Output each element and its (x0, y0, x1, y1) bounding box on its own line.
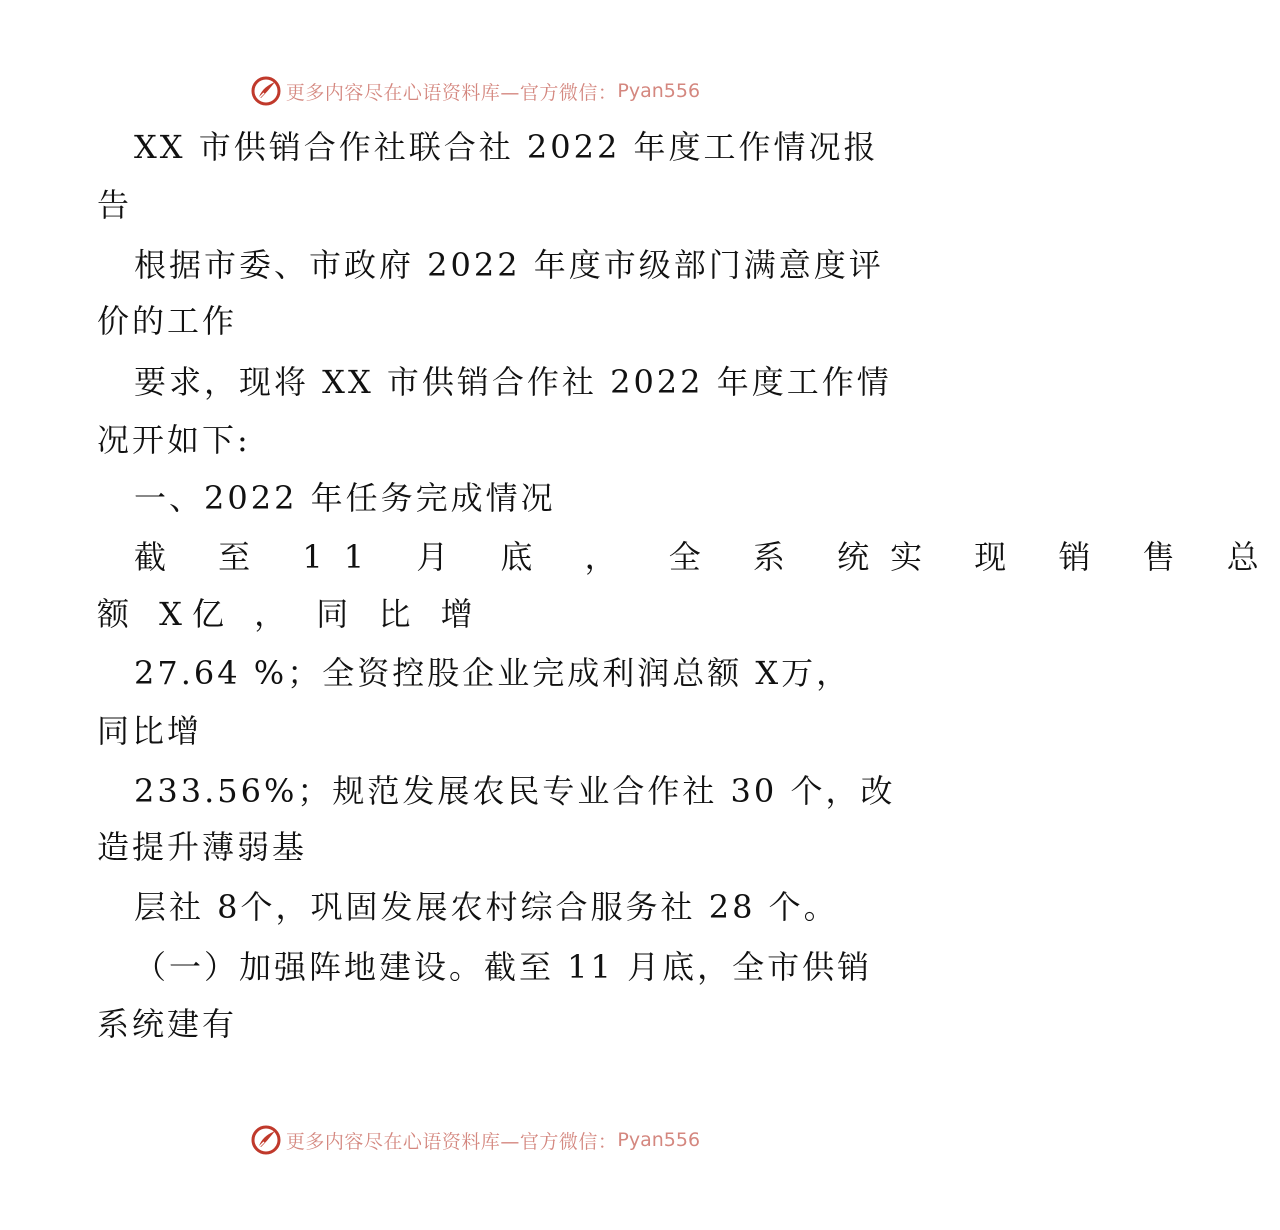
paragraph-line: 同比增 (97, 712, 203, 750)
paragraph-line: （一）加强阵地建设。截至 11 月底，全市供销 (134, 948, 873, 986)
paragraph-line: 层社 8个，巩固发展农村综合服务社 28 个。 (134, 888, 839, 926)
paragraph-line: 27.64 %；全资控股企业完成利润总额 X万， (134, 654, 852, 692)
paragraph-line: 造提升薄弱基 (97, 828, 308, 866)
footer-watermark (0, 1123, 950, 1157)
paragraph-line: 233.56%；规范发展农民专业合作社 30 个，改 (134, 772, 896, 810)
section-heading: 一、2022 年任务完成情况 (134, 479, 556, 517)
paragraph-line: 况开如下: (97, 421, 251, 459)
watermark-contact: Pyan556 (617, 1129, 701, 1151)
watermark-text: 更多内容尽在心语资料库—官方微信： (285, 1130, 618, 1153)
paragraph-line: 价的工作 (97, 302, 238, 340)
paragraph-line: 根据市委、市政府 2022 年度市级部门满意度评 (134, 246, 884, 284)
header-watermark (0, 74, 950, 108)
paragraph-line: 截 至 11 月 底 ， 全 系 统实 现 销 售 总 (134, 538, 1280, 576)
watermark-text: 更多内容尽在心语资料库—官方微信： (285, 81, 618, 104)
paragraph-line: 要求，现将 XX 市供销合作社 2022 年度工作情 (134, 363, 892, 401)
watermark-contact: Pyan556 (617, 80, 701, 102)
paragraph-line: 额 X亿 ， 同 比 增 (97, 595, 483, 633)
title-line-2: 告 (97, 186, 133, 224)
title-line-1: XX 市供销合作社联合社 2022 年度工作情况报 (134, 128, 879, 166)
quill-logo-icon (250, 75, 282, 107)
paragraph-line: 系统建有 (97, 1005, 238, 1043)
quill-logo-icon (250, 1124, 282, 1156)
